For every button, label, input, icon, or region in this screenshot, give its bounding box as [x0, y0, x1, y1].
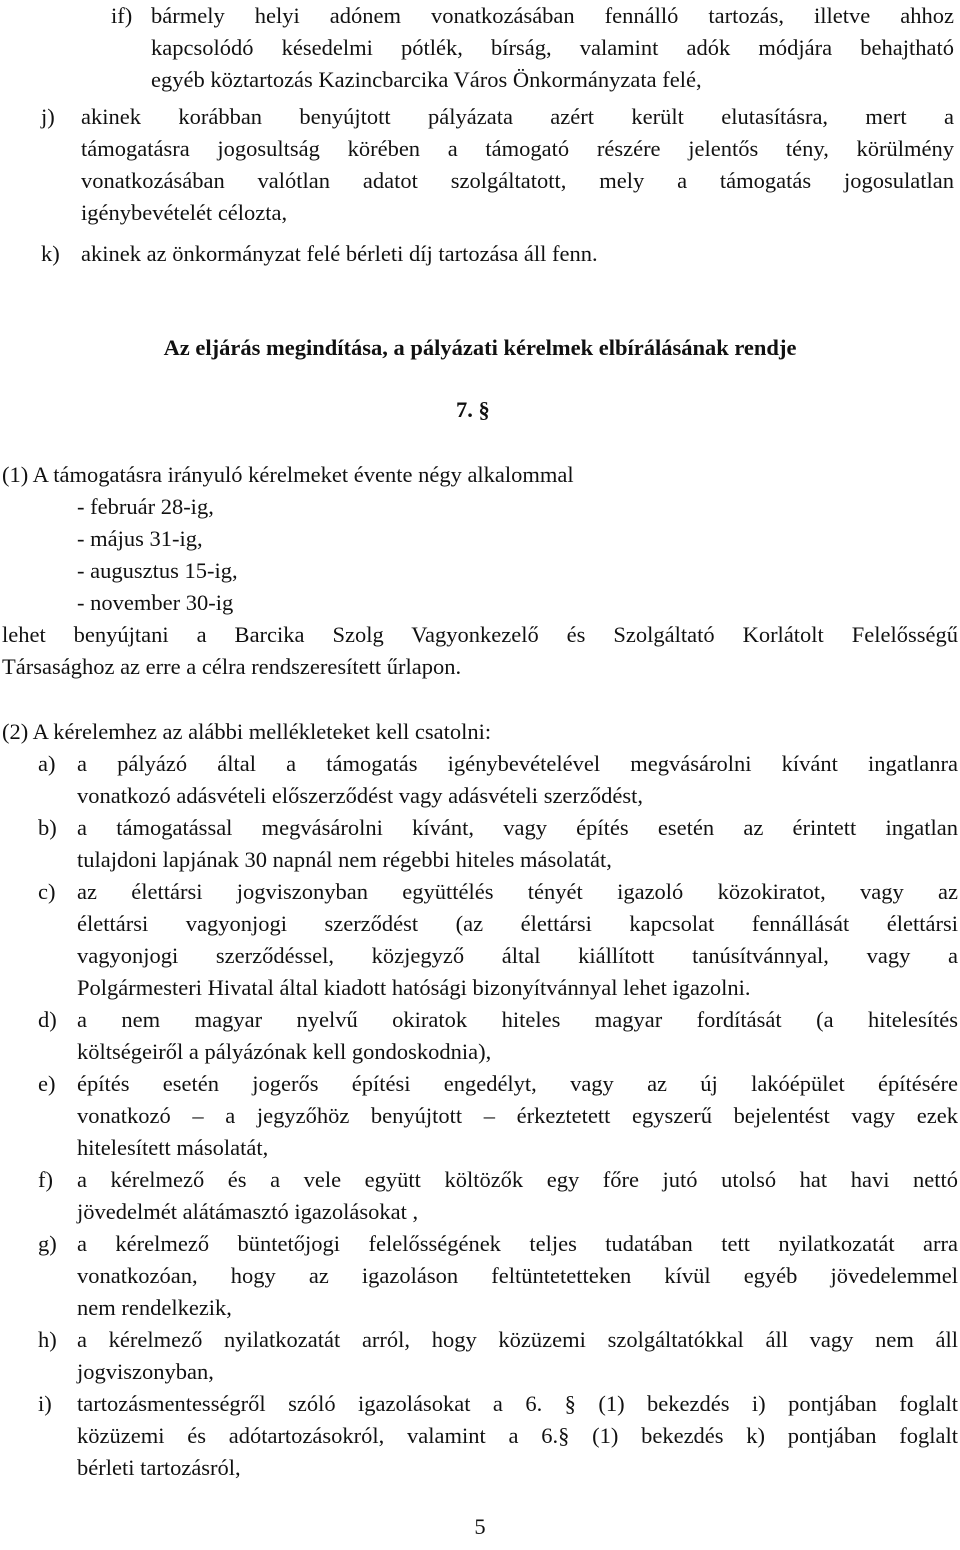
list-line: élettársi vagyonjogi szerződést (az élettársi kapcsolat fennállását élettársi — [77, 911, 958, 936]
section-heading: Az eljárás megindítása, a pályázati kérelmek elbírálásának rendje — [163, 335, 797, 360]
list-marker: h) — [38, 1327, 57, 1352]
paragraph-text: lehet benyújtani a Barcika Szolg Vagyonkezelő és Szolgáltató Korlátolt Felelősségű — [2, 622, 958, 647]
list-line: a nem magyar nyelvű okiratok hiteles magyar fordítását (a hitelesítés — [77, 1007, 958, 1032]
list-marker: g) — [38, 1231, 57, 1256]
paragraph-text: Társasághoz az erre a célra rendszeresített űrlapon. — [2, 654, 462, 679]
section-number: 7. § — [456, 397, 490, 422]
list-line: a pályázó által a támogatás igénybevételével megvásárolni kívánt ingatlanra — [77, 751, 958, 776]
date-item: - augusztus 15-ig, — [77, 558, 238, 583]
list-marker: e) — [38, 1071, 56, 1096]
list-marker: if) — [111, 3, 133, 28]
list-marker: b) — [38, 815, 57, 840]
date-item: - november 30-ig — [77, 590, 234, 615]
list-marker: j) — [41, 104, 55, 129]
list-line: egyéb köztartozás Kazincbarcika Város Önkormányzata felé, — [151, 67, 702, 92]
list-line: a kérelmező büntetőjogi felelősségének teljes tudatában tett nyilatkozatát arra — [77, 1231, 958, 1256]
list-line: jogviszonyban, — [77, 1359, 214, 1384]
list-line: akinek korábban benyújtott pályázata azért került elutasításra, mert a — [81, 104, 954, 129]
list-line: jövedelmét alátámasztó igazolásokat , — [77, 1199, 419, 1224]
list-line: igénybevételét célozta, — [81, 200, 288, 225]
list-line: a támogatással megvásárolni kívánt, vagy építés esetén az érintett ingatlan — [77, 815, 958, 840]
list-marker: f) — [38, 1167, 53, 1192]
list-marker: i) — [38, 1391, 52, 1416]
list-line: hitelesített másolatát, — [77, 1135, 269, 1160]
list-line: bérleti tartozásról, — [77, 1455, 241, 1480]
list-line: vonatkozásában valótlan adatot szolgáltatott, mely a támogatás jogosulatlan — [81, 168, 954, 193]
list-marker: k) — [41, 241, 60, 266]
list-line: tulajdoni lapjának 30 napnál nem régebbi hiteles másolatát, — [77, 847, 612, 872]
list-line: a kérelmező nyilatkozatát arról, hogy közüzemi szolgáltatókkal áll vagy nem áll — [77, 1327, 958, 1352]
list-line: tartozásmentességről szóló igazolásokat a 6. § (1) bekezdés i) pontjában foglalt — [77, 1391, 958, 1416]
date-item: - február 28-ig, — [77, 494, 214, 519]
paragraph-intro: (2) A kérelemhez az alábbi mellékleteket kell csatolni: — [2, 719, 492, 744]
list-line: kapcsolódó késedelmi pótlék, bírság, valamint adók módjára behajtható — [151, 35, 954, 60]
list-line: vonatkozó adásvételi előszerződést vagy adásvételi szerződést, — [77, 783, 644, 808]
page-number: 5 — [474, 1514, 486, 1539]
list-marker: a) — [38, 751, 56, 776]
list-line: vonatkozóan, hogy az igazoláson feltüntetetteken kívül egyéb jövedelemmel — [77, 1263, 958, 1288]
list-line: akinek az önkormányzat felé bérleti díj tartozása áll fenn. — [81, 241, 598, 266]
list-marker: c) — [38, 879, 56, 904]
list-line: bármely helyi adónem vonatkozásában fennálló tartozás, illetve ahhoz — [151, 3, 954, 28]
list-line: az élettársi jogviszonyban együttélés tényét igazoló közokiratot, vagy az — [77, 879, 958, 904]
list-marker: d) — [38, 1007, 57, 1032]
list-line: Polgármesteri Hivatal által kiadott hatósági bizonyítvánnyal lehet igazolni. — [77, 975, 751, 1000]
list-line: vonatkozó – a jegyzőhöz benyújtott – érkeztetett egyszerű bejelentést vagy ezek — [77, 1103, 958, 1128]
list-line: építés esetén jogerős építési engedélyt, vagy az új lakóépület építésére — [77, 1071, 958, 1096]
list-line: a kérelmező és a vele együtt költözők egy főre jutó utolsó hat havi nettó — [77, 1167, 958, 1192]
list-line: költségeiről a pályázónak kell gondoskodnia), — [77, 1039, 492, 1064]
date-item: - május 31-ig, — [77, 526, 203, 551]
list-line: vagyonjogi szerződéssel, közjegyző által kiállított tanúsítvánnyal, vagy a — [77, 943, 958, 968]
paragraph-intro: (1) A támogatásra irányuló kérelmeket évente négy alkalommal — [2, 462, 574, 487]
list-line: közüzemi és adótartozásokról, valamint a 6.§ (1) bekezdés k) pontjában foglalt — [77, 1423, 958, 1448]
list-line: támogatásra jogosultság körében a támogató részére jelentős tény, körülmény — [81, 136, 954, 161]
list-line: nem rendelkezik, — [77, 1295, 232, 1320]
